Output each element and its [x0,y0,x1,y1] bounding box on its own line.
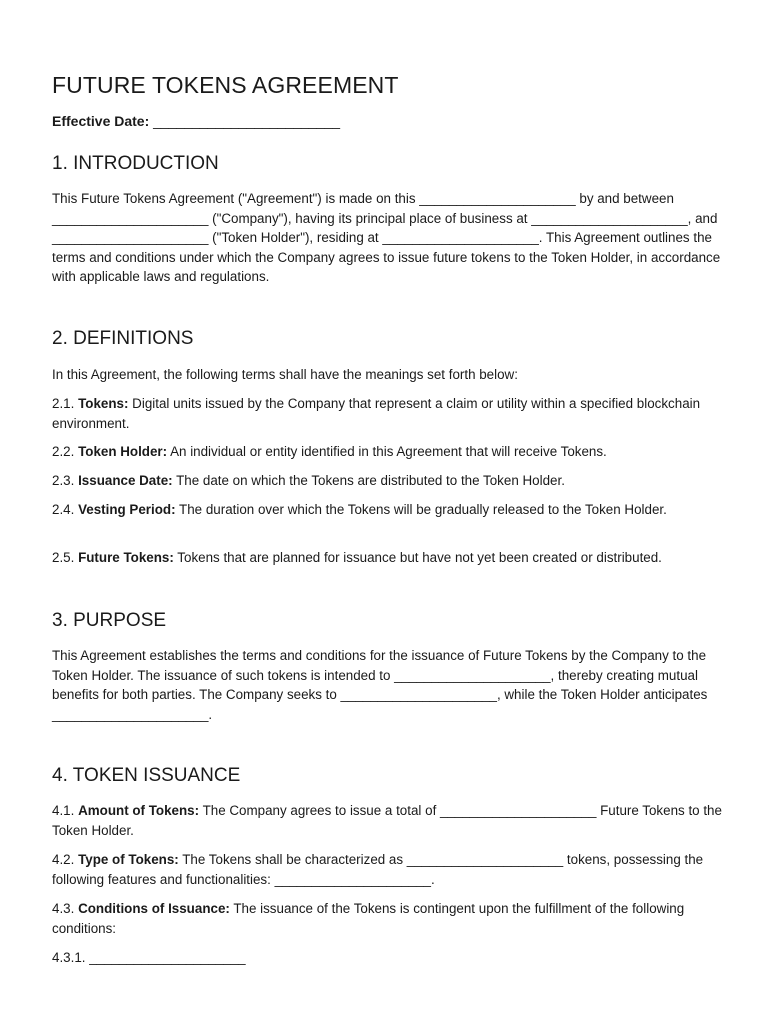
issuance-num: 4.1. [52,803,75,818]
definition-term: Token Holder: [78,444,168,459]
definition-num: 2.3. [52,473,75,488]
definition-text: Tokens that are planned for issuance but have not yet been created or distributed. [177,550,662,565]
issuance-num: 4.3. [52,901,75,916]
issuance-num: 4.2. [52,852,75,867]
definition-num: 2.1. [52,396,75,411]
definition-text: The duration over which the Tokens will be gradually released to the Token Holder. [179,502,667,517]
issuance-term: Type of Tokens: [78,852,179,867]
definition-item [52,471,722,491]
definitions-intro: In this Agreement, the following terms shall have the meanings set forth below: [52,367,518,382]
definition-num: 2.2. [52,444,75,459]
document-title: FUTURE TOKENS AGREEMENT [52,72,399,98]
issuance-text: The issuance of the Tokens is contingent upon the fulfillment of the following conditions: [52,901,685,936]
issuance-item [52,850,722,889]
definition-term: Vesting Period: [78,502,176,517]
definition-item [52,500,722,520]
effective-date-line [52,113,340,129]
issuance-sub-item: 4.3.1. _____________________ [52,950,246,965]
intro-paragraph: This Future Tokens Agreement ("Agreement") is made on this _____________________ by and between _____________________ ("Company"), having its principal place of business at _____________________, and _____________________ ("Token Holder"), residing at _____________________. This Agreement outlines the terms and conditions under which the Company agrees to issue future tokens to the Token Holder, in accordance with applicable laws and regulations. [52,191,721,285]
definition-item [52,442,722,462]
purpose-heading: 3. PURPOSE [52,610,167,631]
effective-date-label: Effective Date: [52,113,150,129]
definition-num: 2.4. [52,502,75,517]
effective-date-blank: ________________________ [153,113,341,129]
definitions-heading: 2. DEFINITIONS [52,328,194,349]
issuance-term: Amount of Tokens: [78,803,200,818]
definition-text: Digital units issued by the Company that represent a claim or utility within a specified blockchain environment. [52,396,701,431]
definition-text: The date on which the Tokens are distributed to the Token Holder. [176,473,565,488]
definition-text: An individual or entity identified in this Agreement that will receive Tokens. [170,444,607,459]
issuance-text: The Tokens shall be characterized as _____________________ tokens, possessing the following features and functionalities: _____________________. [52,852,704,887]
definition-num: 2.5. [52,550,75,565]
issuance-heading: 4. TOKEN ISSUANCE [52,765,241,786]
definition-term: Tokens: [78,396,129,411]
issuance-text: The Company agrees to issue a total of _____________________ Future Tokens to the Token Holder. [52,803,722,838]
definition-item [52,548,722,568]
issuance-term: Conditions of Issuance: [78,901,230,916]
definition-term: Issuance Date: [78,473,173,488]
purpose-paragraph: This Agreement establishes the terms and conditions for the issuance of Future Tokens by the Company to the Token Holder. The issuance of such tokens is intended to _____________________, thereby creating mutual benefits for both parties. The Company seeks to _____________________, while the Token Holder anticipates _____________________. [52,648,708,722]
intro-heading: 1. INTRODUCTION [52,153,219,174]
issuance-item [52,801,722,840]
definition-term: Future Tokens: [78,550,174,565]
definition-item [52,394,722,433]
issuance-item [52,899,722,938]
